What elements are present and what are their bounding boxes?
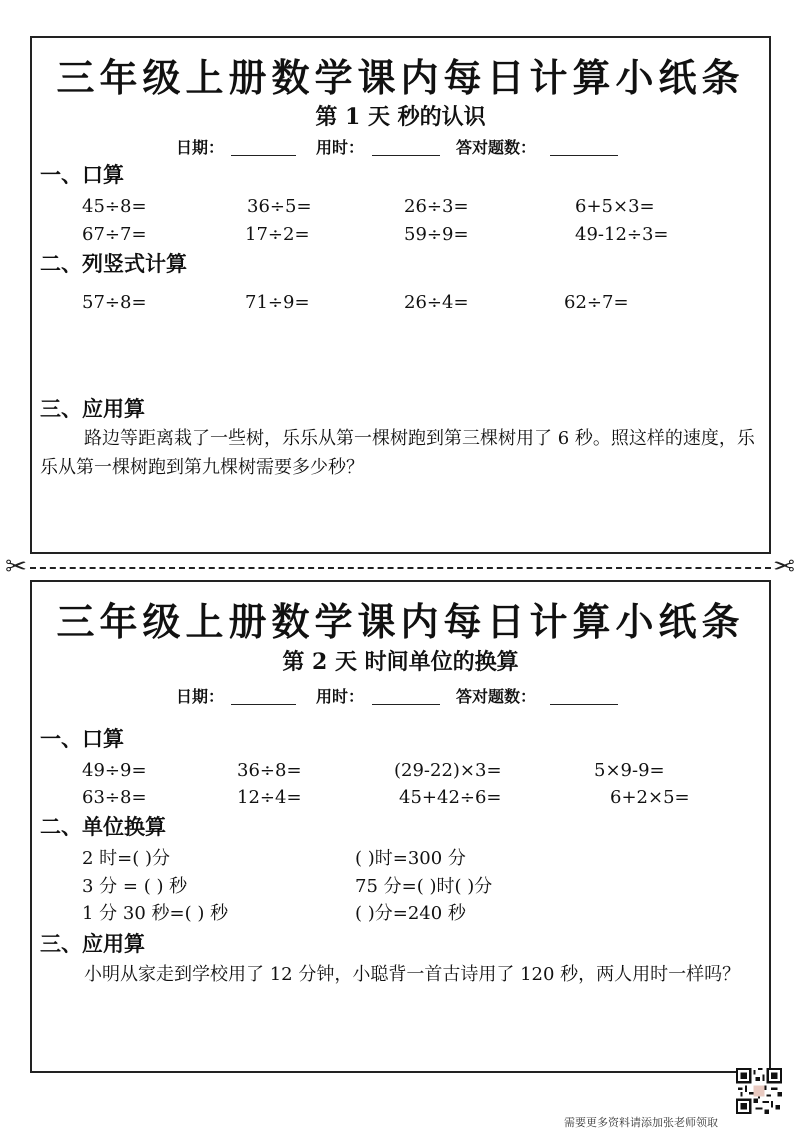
- word-problem-text: 路边等距离栽了一些树，乐乐从第一棵树跑到第三棵树用了 6 秒。照这样的速度，乐乐从第一棵树跑到第九棵树需要多少秒？: [40, 428, 755, 478]
- oral-problem: (29-22)×3=: [394, 760, 502, 781]
- day-subtitle: 第 1 天 秒的认识: [315, 104, 486, 130]
- time-label: 用时：: [316, 138, 365, 157]
- section-vertical-heading: 二、列竖式计算: [40, 252, 187, 276]
- time-label: 用时：: [316, 687, 365, 706]
- correct-count-label: 答对题数：: [456, 687, 537, 706]
- date-label: 日期：: [176, 138, 225, 157]
- oral-problem: 6+2×5=: [610, 787, 690, 808]
- oral-problem: 49-12÷3=: [575, 224, 669, 245]
- unit-conversion-problem: 1 分 30 秒=( ) 秒: [82, 903, 229, 924]
- vertical-problem: 26÷4=: [404, 292, 469, 313]
- vertical-problem: 62÷7=: [564, 292, 629, 313]
- section-oral-heading: 一、口算: [40, 727, 124, 751]
- oral-problem: 36÷5=: [247, 196, 312, 217]
- oral-problem: 63÷8=: [82, 787, 147, 808]
- oral-problem: 26÷3=: [404, 196, 469, 217]
- footer-note: 需要更多资料请添加张老师领取: [564, 1116, 718, 1129]
- unit-conversion-problem: ( )时=300 分: [355, 848, 466, 869]
- unit-conversion-problem: 2 时=( )分: [82, 848, 171, 869]
- correct-count-blank: [550, 155, 618, 156]
- date-blank: [231, 704, 296, 705]
- section-word-problem-heading: 三、应用算: [40, 397, 145, 421]
- correct-count-label: 答对题数：: [456, 138, 537, 157]
- worksheet-title: 三年级上册数学课内每日计算小纸条: [56, 56, 745, 100]
- oral-problem: 59÷9=: [404, 224, 469, 245]
- day-subtitle: 第 2 天 时间单位的换算: [282, 649, 519, 675]
- worksheet-title: 三年级上册数学课内每日计算小纸条: [56, 600, 745, 644]
- unit-conversion-problem: 75 分=( )时( )分: [355, 876, 493, 897]
- worksheet-day-2: [30, 580, 771, 1073]
- section-unit-conversion-heading: 二、单位换算: [40, 815, 166, 839]
- scissors-icon: ✂: [5, 552, 27, 582]
- vertical-problem: 71÷9=: [245, 292, 310, 313]
- cut-line: [30, 567, 771, 569]
- time-blank: [372, 155, 440, 156]
- time-blank: [372, 704, 440, 705]
- oral-problem: 45÷8=: [82, 196, 147, 217]
- oral-problem: 17÷2=: [245, 224, 310, 245]
- unit-conversion-problem: ( )分=240 秒: [355, 903, 466, 924]
- oral-problem: 12÷4=: [237, 787, 302, 808]
- date-label: 日期：: [176, 687, 225, 706]
- vertical-problem: 57÷8=: [82, 292, 147, 313]
- scissors-icon: ✂: [773, 552, 795, 582]
- correct-count-blank: [550, 704, 618, 705]
- qr-code-icon: [736, 1068, 782, 1114]
- oral-problem: 36÷8=: [237, 760, 302, 781]
- oral-problem: 6+5×3=: [575, 196, 655, 217]
- word-problem-text: 小明从家走到学校用了 12 分钟，小聪背一首古诗用了 120 秒，两人用时一样吗？: [84, 964, 741, 985]
- worksheet-day-1: [30, 36, 771, 554]
- oral-problem: 67÷7=: [82, 224, 147, 245]
- unit-conversion-problem: 3 分 = ( ) 秒: [82, 876, 188, 897]
- section-oral-heading: 一、口算: [40, 163, 124, 187]
- oral-problem: 45+42÷6=: [399, 787, 502, 808]
- date-blank: [231, 155, 296, 156]
- section-word-problem-heading: 三、应用算: [40, 932, 145, 956]
- oral-problem: 5×9-9=: [594, 760, 665, 781]
- oral-problem: 49÷9=: [82, 760, 147, 781]
